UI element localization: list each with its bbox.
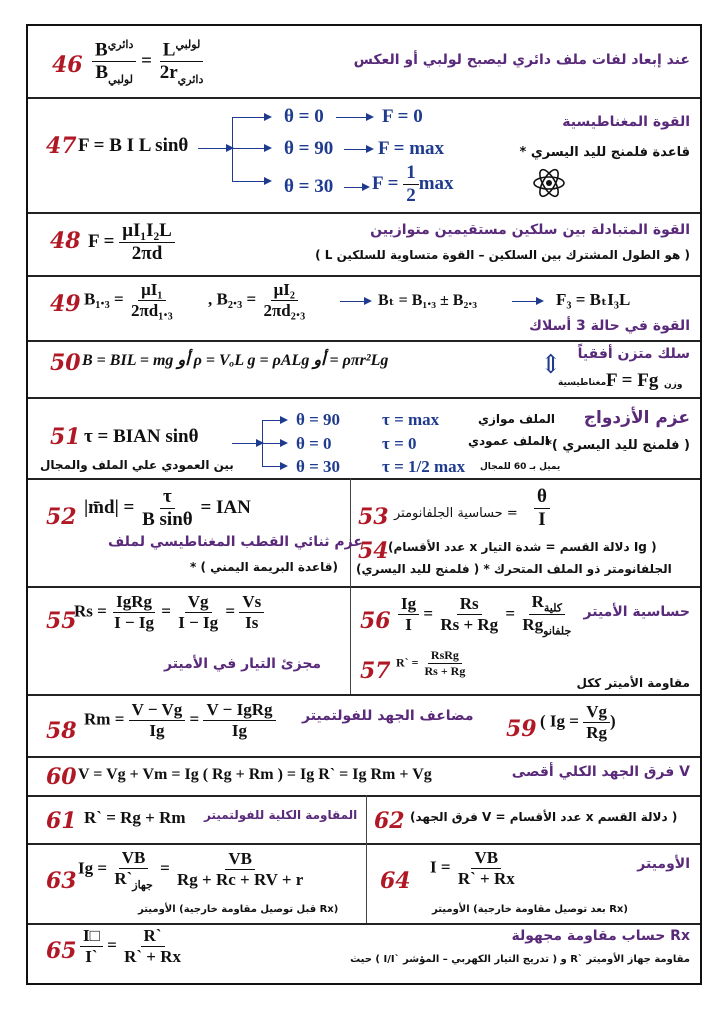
column-divider (366, 843, 367, 923)
item-number: 62 (374, 808, 405, 834)
item-number: 58 (46, 718, 77, 744)
label-57: مقاومة الأميتر ككل (576, 676, 690, 690)
torque-max: τ = max (382, 410, 440, 429)
divider (28, 843, 700, 845)
item-number: 61 (46, 808, 77, 834)
case-theta-30: θ = 30 (284, 176, 334, 197)
branch-arrow (232, 148, 270, 149)
label-61: المقاومة الكلية للفولتميتر (204, 808, 358, 822)
case-force-max: F = max (378, 138, 445, 159)
case-force-0: F = 0 (382, 106, 423, 127)
label-parallel: الملف موازي (478, 412, 556, 426)
equation-65: $\frac{I□}{I`}$ = $\frac{R`}{R` + Rx}$ (80, 926, 184, 967)
description-46: عند إبعاد لفات ملف دائري ليصبح لولبي أو العكس (353, 52, 690, 68)
divider (28, 756, 700, 758)
item-number: 65 (46, 938, 77, 964)
item-number: 51 (50, 424, 81, 450)
item-number: 55 (46, 608, 77, 634)
formula-61: R` = Rg + Rm (84, 808, 186, 827)
formula-60: V = Vg + Vm = Ig ( Rg + Rm ) = Ig R` = Ig Rm + Vg (78, 766, 432, 783)
rule-52: * ( قاعدة البريمة اليمني) (190, 560, 338, 574)
result-arrow (340, 301, 370, 302)
case-theta-0: θ = 0 (284, 106, 324, 127)
label-58: مضاعف الجهد للفولتميتر (302, 708, 474, 724)
item-number: 63 (46, 868, 77, 894)
text-54: (عدد الأقسام x دلالة القسم = شدة التيار Ig ) (388, 540, 657, 554)
label-60: فرق الجهد الكلي أقصى V (511, 764, 690, 780)
item-number: 60 (46, 764, 77, 790)
divider (28, 212, 700, 214)
title-65: حساب مقاومة مجهولة Rx (511, 928, 690, 944)
atom-icon (532, 166, 566, 200)
formula-50: B = BIL = mg أو ρ = VₒL g = ρALg أو = ρπr²Lg (82, 352, 389, 369)
branch-arrow (262, 443, 286, 444)
label-56: حساسية الأميتر (583, 604, 690, 620)
title-51: عزم الأزدواج (583, 408, 690, 428)
angle-note: بين العمودي علي الملف والمجال (40, 458, 234, 472)
branch-arrow (232, 181, 270, 182)
case-theta-90: θ = 90 (284, 138, 334, 159)
equation-59: ( Ig = $\frac{Vg}{Rg}$ ) (540, 702, 616, 742)
column-divider (366, 795, 367, 843)
title-47: القوة المغناطيسية (562, 114, 690, 130)
branch-arrow (232, 117, 270, 118)
label-53: حساسية الجلفانومتر = (394, 506, 518, 521)
note-48: ( L هو الطول المشترك بين السلكين – القوة متساوية للسلكين ) (315, 248, 690, 262)
equation-49-b23: , B₂.₃ = $\frac{\text{μI₂}}{\text{2πd₂.₃}}$ (208, 280, 306, 320)
equation-53: $\frac{\theta}{I}$ (534, 486, 550, 531)
label-magnetic: مغناطيسية (558, 378, 607, 388)
case-force-half: F = $\frac{1}{2}$ max (372, 162, 454, 206)
divider (28, 586, 700, 588)
note-64: الأوميتر (بعد توصيل مقاومة خارجية Rx) (432, 904, 628, 915)
note-63: الأوميتر (قبل توصيل مقاومة خارجية Rx) (138, 904, 339, 915)
branch-arrow (198, 148, 232, 149)
equation-57: R` = $\frac{\text{RsRg}}{Rs + Rg}$ (396, 648, 466, 678)
label-weight: وزن (664, 380, 683, 390)
item-number: 64 (380, 868, 411, 894)
divider (28, 97, 700, 99)
equation-56: $\frac{Ig}{I}$ = $\frac{Rs}{Rs + Rg}$ = $\frac{R_{كلية}}{Rg_{جلفانو}}$ (398, 592, 574, 638)
torque-case-0: θ = 0 (296, 434, 332, 453)
label-perpendicular: الملف عمودي (468, 434, 549, 448)
item-number: 52 (46, 504, 77, 530)
case-arrow (344, 149, 372, 150)
equation-52: |m̄d| = $\frac{\tau}{\text{B sinθ}}$ = IAN (84, 486, 251, 530)
equation-58: Rm = $\frac{V - Vg}{Ig}$ = $\frac{\text{V − IgRg}}{Ig}$ (84, 700, 276, 741)
equation-49-b13: B₁.₃ = $\frac{\text{μI₁}}{\text{2πd₁.₃}}$ (84, 280, 173, 320)
title-52: عزم ثنائي القطب المغناطيسي لملف (108, 534, 363, 550)
total-field: Bₜ = B₁.₃ ± B₂.₃ (378, 292, 478, 309)
divider (28, 923, 700, 925)
logo (532, 166, 566, 204)
text-62: (فرق الجهد V = عدد الأقسام x دلالة القسم ) (410, 810, 678, 824)
formula-47: F = B I L sinθ (78, 135, 189, 156)
equation-46: $\frac{B^{دائري}}{B_{لولبي}}$ = $\frac{L^{لولبي}}{2r_{دائري}}$ (92, 38, 206, 86)
torque-zero: τ = 0 (382, 434, 417, 453)
branch-arrow (262, 420, 286, 421)
note-49: القوة في حالة 3 أسلاك (529, 318, 690, 334)
balance-formula: F = Fg (606, 370, 659, 391)
item-number: 49 (50, 291, 81, 317)
item-number: 54 (358, 538, 389, 564)
branch-arrow (232, 443, 262, 444)
equation-63: Ig = $\frac{VB}{R`_{جهاز}}$ = $\frac{VB}{Rg + Rc + RV + r}$ (78, 848, 304, 892)
torque-half: τ = 1/2 max (382, 457, 466, 476)
result-arrow (512, 301, 542, 302)
equation-64: I = $\frac{VB}{R` + Rx}$ (430, 848, 515, 888)
item-number: 48 (50, 228, 81, 254)
note-65: حيث ( I/I` تدريج التيار الكهربي – المؤشر ) و R` مقاومة جهاز الأوميتر (350, 954, 690, 965)
up-down-arrow-icon: ⇕ (540, 350, 562, 380)
equation-48: F = $\frac{\text{μI₁I₂L}}{2\pi d}$ (88, 220, 175, 265)
rule-51: *( فلمنج لليد اليسري ) (545, 438, 690, 453)
torque-case-90: θ = 90 (296, 410, 341, 429)
divider (28, 275, 700, 277)
column-divider (350, 478, 351, 586)
divider (28, 478, 700, 480)
column-divider (350, 586, 351, 694)
divider (28, 340, 700, 342)
force-3: F₃ = BₜI₃L (556, 290, 631, 309)
item-number: 56 (360, 608, 391, 634)
item-number: 59 (506, 716, 537, 742)
divider (28, 694, 700, 696)
divider (28, 795, 700, 797)
label-55: مجزئ التيار في الأميتر (164, 656, 322, 672)
title-50: سلك متزن أفقياً (577, 346, 690, 362)
item-number: 53 (358, 504, 389, 530)
torque-case-30: θ = 30 (296, 457, 341, 476)
item-number: 47 (46, 133, 77, 159)
item-number: 57 (360, 658, 391, 684)
title-64: الأوميتر (637, 856, 690, 872)
equation-55: Rs = $\frac{\text{IgRg}}{I - Ig}$ = $\frac{Vg}{I - Ig}$ = $\frac{Vs}{Is}$ (74, 592, 264, 633)
case-arrow (344, 187, 368, 188)
rule-47: * قاعدة فلمنج لليد اليسري (519, 145, 690, 160)
label-inclined: يميل بـ 60 للمجال (480, 462, 561, 472)
text-54b: الجلفانومتر ذو الملف المتحرك * ( فلمنج لليد اليسري) (356, 562, 672, 576)
item-number: 46 (52, 52, 83, 78)
item-number: 50 (50, 350, 81, 376)
divider (28, 397, 700, 399)
formula-51: τ = BIAN sinθ (84, 426, 199, 447)
case-arrow (336, 117, 372, 118)
title-48: القوة المتبادلة بين سلكين مستقيمين متوازيين (370, 222, 690, 238)
branch-arrow (262, 466, 286, 467)
